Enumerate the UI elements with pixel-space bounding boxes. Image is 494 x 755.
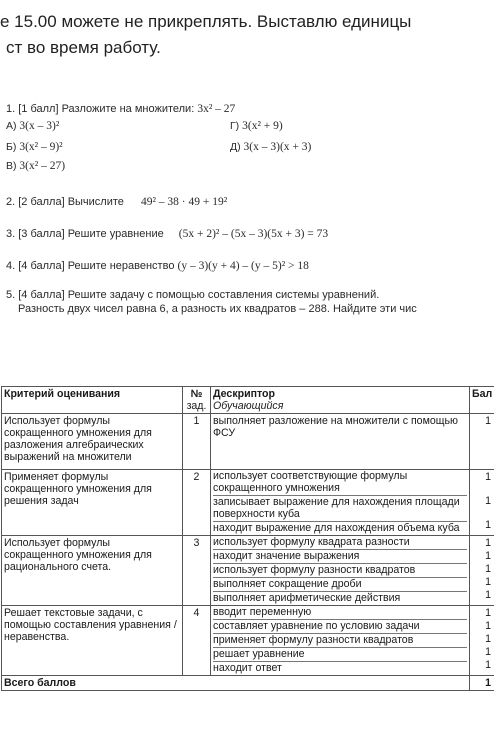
task-1 <box>6 103 235 115</box>
descriptor-item: использует соответствующие формулы сокращенного умножения <box>213 470 467 496</box>
point-value: 1 <box>485 415 491 427</box>
option-d <box>230 141 311 153</box>
point-value: 1 <box>485 620 491 632</box>
descriptor-item: находит значение выражения <box>213 550 467 564</box>
option-a <box>6 120 59 132</box>
descriptor-cell <box>211 414 470 470</box>
option-g <box>230 120 283 132</box>
option-b-label: Б) <box>6 141 17 153</box>
header-descriptor-title: Дескриптор <box>213 388 275 400</box>
task-2 <box>6 196 227 208</box>
option-g-label: Г) <box>230 120 240 132</box>
point-value: 1 <box>485 563 491 575</box>
task-4 <box>6 260 309 272</box>
points-cell <box>470 414 494 470</box>
option-g-expression: 3(x² + 9) <box>242 120 283 132</box>
point-value: 1 <box>485 607 491 619</box>
task-3-label: 3. [3 балла] Решите уравнение <box>6 228 164 240</box>
task-number-cell: 4 <box>183 606 211 676</box>
option-d-expression: 3(x – 3)(x + 3) <box>243 141 312 153</box>
header-points: Бал <box>470 387 494 414</box>
header-line-1: е 15.00 можете не прикреплять. Выставлю единицы <box>0 12 412 31</box>
task-number-cell: 3 <box>183 536 211 606</box>
descriptor-cell <box>211 606 470 676</box>
total-value: 1 <box>485 677 491 689</box>
header-criterion: Критерий оценивания <box>2 387 183 414</box>
descriptor-item: находит выражение для нахождения объема куба <box>213 522 460 534</box>
points-cell <box>470 606 494 676</box>
table-row <box>2 536 494 606</box>
descriptor-cell <box>211 536 470 606</box>
table-row <box>2 414 494 470</box>
descriptor-item: составляет уравнение по условию задачи <box>213 620 467 634</box>
point-value: 1 <box>485 633 491 645</box>
task-3 <box>6 228 328 240</box>
descriptor-item: выполняет сокращение дроби <box>213 578 467 592</box>
criterion-cell: Использует формулы сокращенного умножения для рационального счета. <box>2 536 183 606</box>
option-d-label: Д) <box>230 141 241 153</box>
header-num-line-2: зад. <box>186 400 207 412</box>
point-value: 1 <box>485 646 491 658</box>
table-row <box>2 470 494 536</box>
header-line-2: ст во время работу. <box>6 38 161 57</box>
criterion-cell: Использует формулы сокращенного умножения для разложения алгебраических выражений на множители <box>2 414 183 470</box>
total-label: Всего баллов <box>2 676 470 691</box>
task-number-cell: 1 <box>183 414 211 470</box>
descriptor-item: находит ответ <box>213 662 282 674</box>
task-2-label: 2. [2 балла] Вычислите <box>6 196 124 208</box>
task-1-expression: 3x² – 27 <box>197 103 236 115</box>
descriptor-item: использует формулу разности квадратов <box>213 564 467 578</box>
option-v <box>6 160 65 172</box>
header-task-number <box>183 387 211 414</box>
descriptor-cell <box>211 470 470 536</box>
task-4-expression: (y – 3)(y + 4) – (y – 5)² > 18 <box>177 260 309 272</box>
points-cell <box>470 536 494 606</box>
option-v-expression: 3(x² – 27) <box>19 160 66 172</box>
table-total-row <box>2 676 494 691</box>
task-1-label: 1. [1 балл] Разложите на множители: <box>6 103 195 115</box>
table-row <box>2 606 494 676</box>
point-value: 1 <box>485 471 491 483</box>
point-value: 1 <box>485 576 491 588</box>
descriptor-item: выполняет разложение на множители с помощью ФСУ <box>213 415 458 439</box>
task-number-cell: 2 <box>183 470 211 536</box>
option-v-label: В) <box>6 160 17 172</box>
point-value: 1 <box>485 519 491 531</box>
option-a-label: А) <box>6 120 17 132</box>
task-5-line-2: Разность двух чисел равна 6, а разность их квадратов – 288. Найдите эти чис <box>18 303 417 315</box>
point-value: 1 <box>485 550 491 562</box>
descriptor-item: использует формулу квадрата разности <box>213 536 467 550</box>
descriptor-item: решает уравнение <box>213 648 467 662</box>
point-value: 1 <box>485 537 491 549</box>
descriptor-item: применяет формулу разности квадратов <box>213 634 467 648</box>
task-2-expression: 49² – 38 · 49 + 19² <box>140 196 228 208</box>
task-3-expression: (5x + 2)² – (5x – 3)(5x + 3) = 73 <box>178 228 329 240</box>
criterion-cell: Решает текстовые задачи, с помощью составления уравнения / неравенства. <box>2 606 183 676</box>
header-descriptor-sub: Обучающийся <box>213 400 284 412</box>
header-num-line-1: № <box>190 388 203 400</box>
point-value: 1 <box>485 659 491 671</box>
total-value-cell <box>470 676 494 691</box>
descriptor-item: выполняет арифметические действия <box>213 592 401 604</box>
assessment-table <box>1 386 494 691</box>
descriptor-item: вводит переменную <box>213 606 467 620</box>
criterion-cell: Применяет формулы сокращенного умножения для решения задач <box>2 470 183 536</box>
descriptor-item: записывает выражение для нахождения площади поверхности куба <box>213 496 467 522</box>
point-value: 1 <box>485 495 491 507</box>
header-descriptor <box>211 387 470 414</box>
option-b-expression: 3(x² – 9)² <box>19 141 63 153</box>
task-5-line-1: 5. [4 балла] Решите задачу с помощью составления системы уравнений. <box>6 289 380 301</box>
option-a-expression: 3(x – 3)² <box>19 120 60 132</box>
option-b <box>6 141 63 153</box>
task-4-label: 4. [4 балла] Решите неравенство <box>6 260 175 272</box>
point-value: 1 <box>485 589 491 601</box>
table-header-row <box>2 387 494 414</box>
points-cell <box>470 470 494 536</box>
